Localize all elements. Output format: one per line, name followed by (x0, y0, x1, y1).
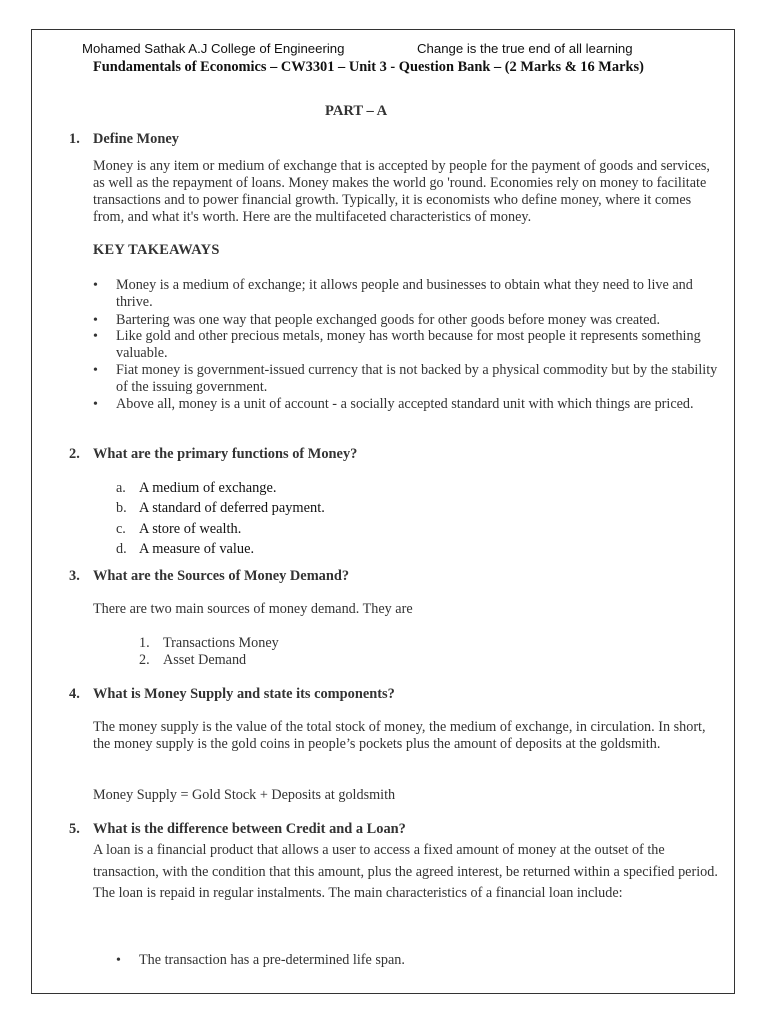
answer-paragraph: The money supply is the value of the total stock of money, the medium of exchange, in circulation. In short, the money supply is the gold coins in people’s pockets plus the amount of deposits at the goldsmith. (93, 719, 706, 752)
college-motto: Change is the true end of all learning (417, 41, 633, 56)
document-title: Fundamentals of Economics – CW3301 – Unit 3 - Question Bank – (2 Marks & 16 Marks) (93, 59, 644, 75)
key-takeaways-heading: KEY TAKEAWAYS (93, 242, 220, 258)
question-title: What are the Sources of Money Demand? (93, 568, 350, 584)
question-number: 4. (69, 686, 80, 702)
answer-paragraph: A loan is a financial product that allows a user to access a fixed amount of money at the outset of the transaction, with the condition that this amount, plus the agreed interest, be returned within a specified period. The loan is repaid in regular instalments. The main characteristics of a financial loan include: (93, 842, 718, 902)
bullet-icon: • (116, 953, 121, 968)
list-item: Transactions Money (163, 635, 279, 651)
list-marker: 1. (139, 635, 150, 651)
list-item: Asset Demand (163, 652, 247, 668)
bullet-icon: • (93, 278, 98, 293)
bullet-icon: • (93, 363, 98, 378)
takeaway-item: Like gold and other precious metals, money has worth because for most people it represents something valuable. (116, 328, 701, 361)
question-number: 3. (69, 568, 80, 584)
takeaway-item: Fiat money is government-issued currency that is not backed by a physical commodity but by the stability of the issuing government. (116, 362, 718, 395)
part-label: PART – A (325, 103, 388, 119)
list-item: A store of wealth. (139, 521, 242, 537)
list-item: A measure of value. (139, 541, 255, 557)
bullet-icon: • (93, 329, 98, 344)
list-marker: d. (116, 541, 127, 557)
list-marker: b. (116, 500, 127, 516)
formula: Money Supply = Gold Stock + Deposits at goldsmith (93, 787, 396, 803)
bullet-icon: • (93, 313, 98, 328)
college-name: Mohamed Sathak A.J College of Engineering (82, 41, 345, 56)
answer-paragraph: Money is any item or medium of exchange that is accepted by people for the payment of goods and services, as well as the repayment of loans. Money makes the world go 'round. Economies rely on money to facilitate transactions and to power financial growth. Typically, it is economists who define money, where it comes from, and what it's worth. Here are the multifaceted characteristics of money. (93, 158, 710, 225)
takeaway-item: Money is a medium of exchange; it allows people and businesses to obtain what they need to live and thrive. (116, 277, 693, 310)
question-number: 1. (69, 131, 80, 147)
answer-intro: There are two main sources of money demand. They are (93, 601, 413, 617)
question-title: What are the primary functions of Money? (93, 446, 358, 462)
question-number: 2. (69, 446, 80, 462)
bullet-icon: • (93, 397, 98, 412)
list-item: A standard of deferred payment. (139, 500, 325, 516)
question-number: 5. (69, 821, 80, 837)
question-title: Define Money (93, 131, 179, 147)
list-marker: a. (116, 480, 126, 496)
list-item: A medium of exchange. (139, 480, 277, 496)
question-title: What is Money Supply and state its components? (93, 686, 395, 702)
takeaway-item: Above all, money is a unit of account - a socially accepted standard unit with which things are priced. (116, 396, 694, 412)
question-title: What is the difference between Credit and a Loan? (93, 821, 406, 837)
list-item: The transaction has a pre-determined life span. (139, 952, 405, 968)
takeaway-item: Bartering was one way that people exchanged goods for other goods before money was created. (116, 312, 661, 328)
list-marker: c. (116, 521, 126, 537)
list-marker: 2. (139, 652, 150, 668)
